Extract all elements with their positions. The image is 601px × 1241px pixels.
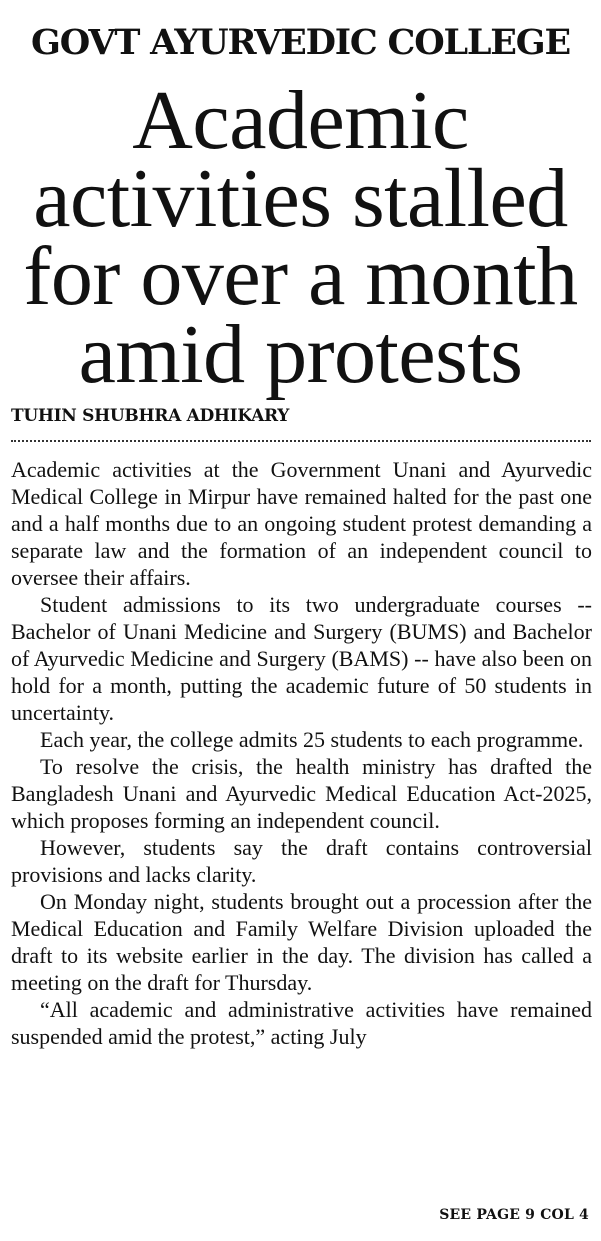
headline-line: Academic <box>132 74 469 167</box>
byline: TUHIN SHUBHRA ADHIKARY <box>11 406 290 426</box>
headline-line: activities stalled <box>33 152 568 245</box>
paragraph: To resolve the crisis, the health ministry has drafted the Bangladesh Unani and Ayurvedic Medical Education Act-2025, which proposes forming an independent council. <box>11 754 592 833</box>
paragraph: However, students say the draft contains controversial provisions and lacks clarity. <box>11 835 592 887</box>
kicker: GOVT AYURVEDIC COLLEGE <box>31 22 570 63</box>
paragraph: Academic activities at the Government Unani and Ayurvedic Medical College in Mirpur have remained halted for the past one and a half months due to an ongoing student protest demanding a separate law and the formation of an independent council to oversee their affairs. <box>11 457 592 590</box>
paragraph: On Monday night, students brought out a procession after the Medical Education and Family Welfare Division uploaded the draft to its website earlier in the day. The division has called a meeting on the draft for Thursday. <box>11 889 592 995</box>
paragraph: Student admissions to its two undergraduate courses -- Bachelor of Unani Medicine and Surgery (BUMS) and Bachelor of Ayurvedic Medicine and Surgery (BAMS) -- have also been on hold for a month, putting the academic future of 50 students in uncertainty. <box>11 592 592 725</box>
paragraph: Each year, the college admits 25 students to each programme. <box>40 727 584 752</box>
headline-line: for over a month <box>23 230 578 323</box>
dotted-divider <box>11 440 591 442</box>
headline <box>0 74 601 401</box>
headline-line: amid protests <box>78 308 523 401</box>
article-body <box>11 456 592 1050</box>
continuation-jump: SEE PAGE 9 COL 4 <box>439 1207 589 1223</box>
paragraph: “All academic and administrative activities have remained suspended amid the protest,” acting July <box>11 997 592 1049</box>
